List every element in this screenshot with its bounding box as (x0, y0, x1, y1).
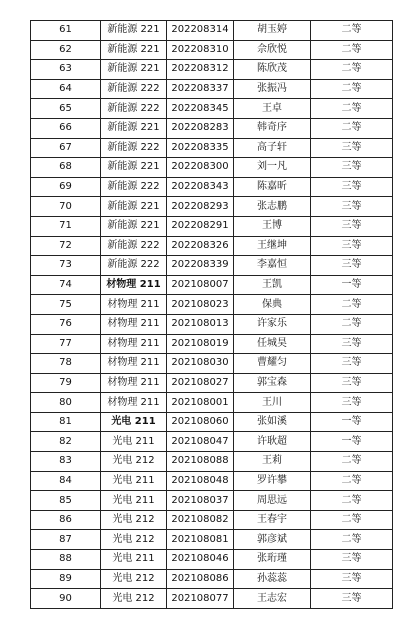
student-name-cell: 佘欣悦 (234, 40, 311, 60)
class-cell: 新能源 221 (101, 216, 167, 236)
award-level-cell: 三等 (311, 569, 393, 589)
table-row (31, 256, 393, 276)
award-level-cell: 三等 (311, 197, 393, 217)
row-number-cell: 89 (31, 569, 101, 589)
student-id-cell: 202108082 (167, 510, 234, 530)
student-name-cell: 王卓 (234, 99, 311, 119)
class-cell: 新能源 221 (101, 158, 167, 178)
student-name-cell: 高子轩 (234, 138, 311, 158)
award-level-cell: 三等 (311, 550, 393, 570)
student-name-cell: 王春宇 (234, 510, 311, 530)
row-number-cell: 90 (31, 589, 101, 609)
class-cell: 材物理 211 (101, 275, 167, 295)
award-level-cell: 二等 (311, 60, 393, 80)
row-number-cell: 74 (31, 275, 101, 295)
student-id-cell: 202108013 (167, 314, 234, 334)
award-level-cell: 二等 (311, 21, 393, 41)
award-level-cell: 三等 (311, 177, 393, 197)
student-name-cell: 许家乐 (234, 314, 311, 334)
class-cell: 新能源 221 (101, 60, 167, 80)
student-name-cell: 刘一凡 (234, 158, 311, 178)
table-row (31, 589, 393, 609)
student-id-cell: 202208335 (167, 138, 234, 158)
table-row (31, 40, 393, 60)
class-cell: 新能源 221 (101, 40, 167, 60)
student-id-cell: 202208293 (167, 197, 234, 217)
class-cell: 新能源 222 (101, 236, 167, 256)
award-level-cell: 三等 (311, 393, 393, 413)
student-name-cell: 王博 (234, 216, 311, 236)
award-level-cell: 三等 (311, 373, 393, 393)
class-cell: 材物理 211 (101, 314, 167, 334)
table-row (31, 471, 393, 491)
award-level-cell: 三等 (311, 236, 393, 256)
student-name-cell: 王凯 (234, 275, 311, 295)
row-number-cell: 63 (31, 60, 101, 80)
student-id-cell: 202108077 (167, 589, 234, 609)
table-row (31, 275, 393, 295)
row-number-cell: 78 (31, 354, 101, 374)
table-row (31, 452, 393, 472)
row-number-cell: 79 (31, 373, 101, 393)
award-level-cell: 一等 (311, 432, 393, 452)
student-id-cell: 202108037 (167, 491, 234, 511)
student-name-cell: 李嘉恒 (234, 256, 311, 276)
row-number-cell: 69 (31, 177, 101, 197)
student-id-cell: 202208314 (167, 21, 234, 41)
class-cell: 新能源 222 (101, 79, 167, 99)
row-number-cell: 83 (31, 452, 101, 472)
class-cell: 光电 212 (101, 569, 167, 589)
table-row (31, 197, 393, 217)
award-level-cell: 一等 (311, 275, 393, 295)
table-row (31, 569, 393, 589)
student-name-cell: 许耿超 (234, 432, 311, 452)
row-number-cell: 80 (31, 393, 101, 413)
student-id-cell: 202108060 (167, 412, 234, 432)
table-row (31, 510, 393, 530)
student-name-cell: 王川 (234, 393, 311, 413)
class-cell: 新能源 222 (101, 99, 167, 119)
class-cell: 新能源 221 (101, 118, 167, 138)
row-number-cell: 65 (31, 99, 101, 119)
student-id-cell: 202108047 (167, 432, 234, 452)
award-level-cell: 二等 (311, 79, 393, 99)
table-row (31, 138, 393, 158)
student-name-cell: 王继坤 (234, 236, 311, 256)
table-row (31, 432, 393, 452)
student-id-cell: 202208337 (167, 79, 234, 99)
student-id-cell: 202108019 (167, 334, 234, 354)
class-cell: 光电 211 (101, 550, 167, 570)
award-list-body (31, 21, 393, 609)
row-number-cell: 84 (31, 471, 101, 491)
award-level-cell: 三等 (311, 256, 393, 276)
row-number-cell: 67 (31, 138, 101, 158)
student-name-cell: 张珩瑾 (234, 550, 311, 570)
student-name-cell: 保典 (234, 295, 311, 315)
row-number-cell: 62 (31, 40, 101, 60)
student-id-cell: 202108046 (167, 550, 234, 570)
table-row (31, 491, 393, 511)
row-number-cell: 87 (31, 530, 101, 550)
award-level-cell: 三等 (311, 138, 393, 158)
award-level-cell: 二等 (311, 118, 393, 138)
student-name-cell: 郭彦斌 (234, 530, 311, 550)
row-number-cell: 82 (31, 432, 101, 452)
class-cell: 材物理 211 (101, 373, 167, 393)
table-row (31, 354, 393, 374)
table-row (31, 99, 393, 119)
student-id-cell: 202108081 (167, 530, 234, 550)
student-name-cell: 曹耀匀 (234, 354, 311, 374)
class-cell: 新能源 222 (101, 256, 167, 276)
class-cell: 材物理 211 (101, 393, 167, 413)
row-number-cell: 64 (31, 79, 101, 99)
student-id-cell: 202208345 (167, 99, 234, 119)
student-name-cell: 胡玉婷 (234, 21, 311, 41)
award-level-cell: 二等 (311, 40, 393, 60)
row-number-cell: 66 (31, 118, 101, 138)
student-name-cell: 陈欣茂 (234, 60, 311, 80)
table-row (31, 314, 393, 334)
award-level-cell: 二等 (311, 471, 393, 491)
class-cell: 新能源 221 (101, 197, 167, 217)
student-id-cell: 202108088 (167, 452, 234, 472)
award-level-cell: 二等 (311, 510, 393, 530)
award-list-table (30, 20, 393, 609)
row-number-cell: 77 (31, 334, 101, 354)
student-id-cell: 202208291 (167, 216, 234, 236)
student-id-cell: 202208343 (167, 177, 234, 197)
class-cell: 光电 212 (101, 452, 167, 472)
table-row (31, 177, 393, 197)
student-id-cell: 202108048 (167, 471, 234, 491)
table-row (31, 216, 393, 236)
table-row (31, 295, 393, 315)
student-name-cell: 王莉 (234, 452, 311, 472)
class-cell: 光电 211 (101, 491, 167, 511)
row-number-cell: 86 (31, 510, 101, 530)
row-number-cell: 61 (31, 21, 101, 41)
table-row (31, 236, 393, 256)
award-level-cell: 二等 (311, 452, 393, 472)
row-number-cell: 68 (31, 158, 101, 178)
table-row (31, 334, 393, 354)
student-name-cell: 王志宏 (234, 589, 311, 609)
class-cell: 材物理 211 (101, 354, 167, 374)
award-level-cell: 三等 (311, 334, 393, 354)
student-name-cell: 陈嘉昕 (234, 177, 311, 197)
row-number-cell: 85 (31, 491, 101, 511)
table-row (31, 393, 393, 413)
row-number-cell: 70 (31, 197, 101, 217)
row-number-cell: 75 (31, 295, 101, 315)
class-cell: 光电 211 (101, 471, 167, 491)
award-level-cell: 二等 (311, 99, 393, 119)
class-cell: 光电 211 (101, 412, 167, 432)
student-name-cell: 孙蕊蕊 (234, 569, 311, 589)
award-level-cell: 三等 (311, 158, 393, 178)
student-id-cell: 202108027 (167, 373, 234, 393)
student-id-cell: 202108001 (167, 393, 234, 413)
table-row (31, 79, 393, 99)
student-id-cell: 202208283 (167, 118, 234, 138)
student-id-cell: 202208326 (167, 236, 234, 256)
row-number-cell: 88 (31, 550, 101, 570)
table-row (31, 412, 393, 432)
student-name-cell: 张志鹏 (234, 197, 311, 217)
student-name-cell: 罗许攀 (234, 471, 311, 491)
class-cell: 光电 212 (101, 510, 167, 530)
student-name-cell: 韩奇序 (234, 118, 311, 138)
table-row (31, 550, 393, 570)
award-level-cell: 二等 (311, 314, 393, 334)
table-row (31, 530, 393, 550)
award-level-cell: 三等 (311, 354, 393, 374)
student-id-cell: 202108007 (167, 275, 234, 295)
class-cell: 材物理 211 (101, 334, 167, 354)
class-cell: 新能源 221 (101, 21, 167, 41)
student-id-cell: 202208339 (167, 256, 234, 276)
class-cell: 材物理 211 (101, 295, 167, 315)
table-row (31, 373, 393, 393)
student-name-cell: 郭宝森 (234, 373, 311, 393)
table-row (31, 21, 393, 41)
row-number-cell: 73 (31, 256, 101, 276)
row-number-cell: 71 (31, 216, 101, 236)
row-number-cell: 81 (31, 412, 101, 432)
student-name-cell: 张如溪 (234, 412, 311, 432)
table-row (31, 158, 393, 178)
class-cell: 光电 211 (101, 432, 167, 452)
class-cell: 光电 212 (101, 589, 167, 609)
award-level-cell: 三等 (311, 216, 393, 236)
student-name-cell: 任城昊 (234, 334, 311, 354)
table-row (31, 118, 393, 138)
award-level-cell: 三等 (311, 589, 393, 609)
student-id-cell: 202108030 (167, 354, 234, 374)
award-level-cell: 二等 (311, 530, 393, 550)
student-id-cell: 202108023 (167, 295, 234, 315)
student-id-cell: 202108086 (167, 569, 234, 589)
student-id-cell: 202208300 (167, 158, 234, 178)
student-name-cell: 周思远 (234, 491, 311, 511)
class-cell: 新能源 222 (101, 177, 167, 197)
award-level-cell: 二等 (311, 295, 393, 315)
student-id-cell: 202208312 (167, 60, 234, 80)
table-row (31, 60, 393, 80)
row-number-cell: 76 (31, 314, 101, 334)
class-cell: 新能源 222 (101, 138, 167, 158)
award-level-cell: 一等 (311, 412, 393, 432)
student-id-cell: 202208310 (167, 40, 234, 60)
class-cell: 光电 212 (101, 530, 167, 550)
award-level-cell: 二等 (311, 491, 393, 511)
row-number-cell: 72 (31, 236, 101, 256)
student-name-cell: 张振冯 (234, 79, 311, 99)
